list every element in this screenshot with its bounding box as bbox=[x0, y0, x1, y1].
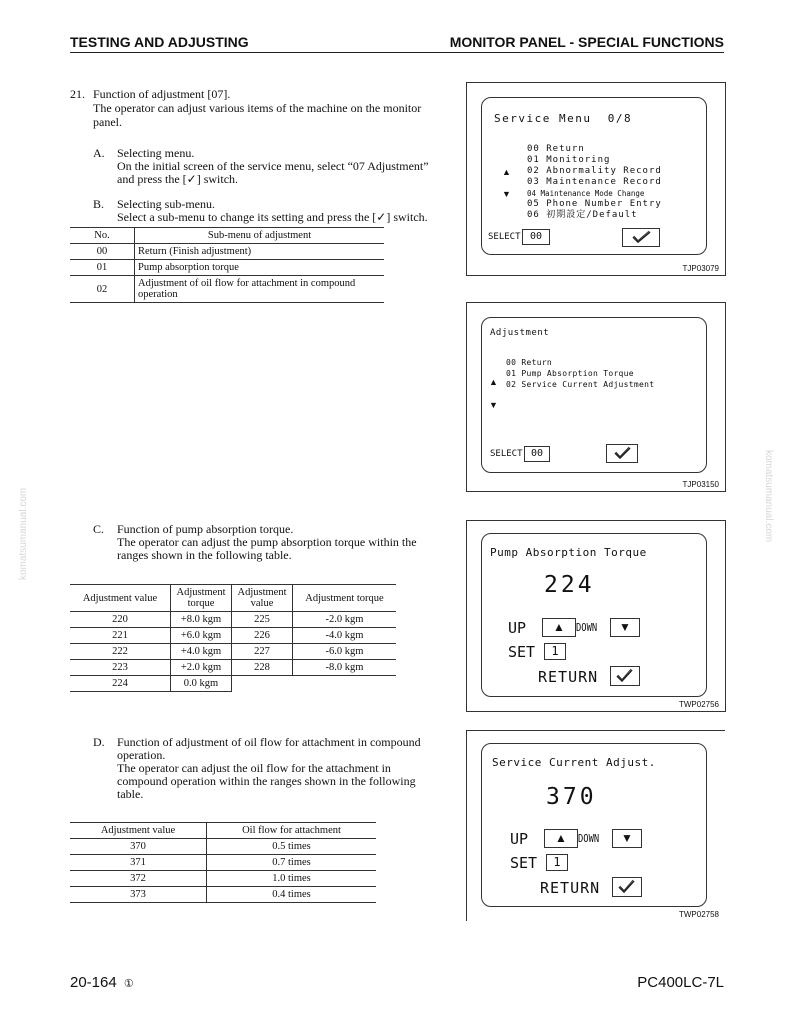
arrow-up-icon: ▲ bbox=[553, 620, 565, 634]
table-cell: 221 bbox=[70, 628, 171, 644]
submenu-table bbox=[70, 227, 384, 303]
table-header-row bbox=[70, 585, 396, 612]
service-current-title: Service Current Adjust. bbox=[492, 756, 656, 769]
table-cell bbox=[293, 676, 397, 692]
item-b-label: B. bbox=[93, 197, 105, 211]
table-cell: -2.0 kgm bbox=[293, 612, 397, 628]
service-current-screen bbox=[481, 743, 707, 907]
watermark-left: komatsumanual.com bbox=[18, 487, 29, 580]
table-row bbox=[70, 839, 376, 855]
table-row bbox=[70, 244, 384, 260]
item-c-text-line1: The operator can adjust the pump absorption torque within the bbox=[117, 535, 417, 549]
set-value-box: 1 bbox=[546, 854, 568, 871]
table-cell: 0.4 times bbox=[207, 887, 377, 903]
item-a-text-line1: On the initial screen of the service menu, select “07 Adjustment” bbox=[117, 159, 429, 173]
pump-torque-title: Pump Absorption Torque bbox=[490, 546, 647, 559]
table-cell: 373 bbox=[70, 887, 207, 903]
table-cell: 0.0 kgm bbox=[171, 676, 232, 692]
watermark-right: komatsumanual.com bbox=[763, 450, 774, 543]
menu-item: 00 Return bbox=[527, 144, 585, 154]
table-row bbox=[70, 644, 396, 660]
table-row bbox=[70, 260, 384, 276]
return-label: RETURN bbox=[540, 879, 601, 897]
figure-code: TJP03150 bbox=[682, 480, 719, 489]
item-b-title: Selecting sub-menu. bbox=[117, 197, 215, 211]
table-row bbox=[70, 612, 396, 628]
table-header: Adjustment value bbox=[70, 585, 171, 612]
table-cell: -4.0 kgm bbox=[293, 628, 397, 644]
table-cell: 00 bbox=[70, 244, 135, 260]
set-label: SET bbox=[510, 854, 538, 872]
menu-item: 04 Maintenance Mode Change bbox=[527, 189, 645, 198]
table-cell: +6.0 kgm bbox=[171, 628, 232, 644]
table-cell: 222 bbox=[70, 644, 171, 660]
check-icon bbox=[613, 878, 641, 896]
item-d-text-line1: The operator can adjust the oil flow for the attachment in bbox=[117, 761, 391, 775]
table-header: Adjustment torque bbox=[293, 585, 397, 612]
page-number: 20-164 bbox=[70, 974, 117, 991]
item-a-text-line2: and press the [✓] switch. bbox=[117, 172, 239, 186]
figure-pump-absorption-torque bbox=[466, 520, 726, 712]
table-row bbox=[70, 887, 376, 903]
up-label: UP bbox=[508, 619, 527, 637]
revision-mark: ① bbox=[123, 978, 134, 990]
figure-service-menu bbox=[466, 82, 726, 276]
select-label: SELECT bbox=[490, 449, 523, 459]
table-cell: 224 bbox=[70, 676, 171, 692]
service-menu-screen bbox=[481, 97, 707, 255]
down-button bbox=[610, 618, 640, 637]
arrow-down-icon: ▼ bbox=[619, 620, 631, 634]
table-header: Oil flow for attachment bbox=[207, 823, 377, 839]
menu-item: 02 Service Current Adjustment bbox=[506, 380, 655, 389]
arrow-up-icon: ▲ bbox=[489, 377, 498, 387]
table-cell: 01 bbox=[70, 260, 135, 276]
menu-item: 03 Maintenance Record bbox=[527, 177, 662, 187]
table-cell: 226 bbox=[232, 628, 293, 644]
header-left: TESTING AND ADJUSTING bbox=[70, 34, 249, 50]
table-header: Sub-menu of adjustment bbox=[135, 228, 385, 244]
pump-torque-value: 224 bbox=[544, 572, 595, 598]
figure-code: TWP02758 bbox=[678, 910, 719, 919]
select-label: SELECT bbox=[488, 232, 521, 242]
torque-table bbox=[70, 584, 396, 692]
table-cell: Adjustment of oil flow for attachment in compound operation bbox=[135, 276, 385, 303]
item-d-text-line2: compound operation within the ranges shown in the following bbox=[117, 774, 416, 788]
footer-model: PC400LC-7L bbox=[637, 974, 724, 991]
down-button bbox=[612, 829, 642, 848]
set-value-box: 1 bbox=[544, 643, 566, 660]
figure-service-current-adjust bbox=[466, 730, 725, 921]
check-icon bbox=[611, 667, 639, 685]
up-button bbox=[544, 829, 578, 848]
service-menu-title: Service Menu 0/8 bbox=[494, 112, 633, 125]
adjustment-list bbox=[506, 357, 654, 390]
table-cell bbox=[232, 676, 293, 692]
section-intro-line1: The operator can adjust various items of the machine on the monitor bbox=[93, 101, 422, 115]
menu-item: 02 Abnormality Record bbox=[527, 166, 662, 176]
table-header-row bbox=[70, 823, 376, 839]
menu-item: 01 Monitoring bbox=[527, 155, 611, 165]
table-cell: 02 bbox=[70, 276, 135, 303]
table-row bbox=[70, 660, 396, 676]
item-d-title-line1: Function of adjustment of oil flow for attachment in compound bbox=[117, 735, 421, 749]
item-b-text: Select a sub-menu to change its setting and press the [✓] switch. bbox=[117, 210, 428, 224]
menu-item: 06 初期設定/Default bbox=[527, 210, 638, 220]
return-label: RETURN bbox=[538, 668, 599, 686]
item-c-label: C. bbox=[93, 522, 105, 536]
table-cell: 372 bbox=[70, 871, 207, 887]
item-d-label: D. bbox=[93, 735, 105, 749]
table-cell: 220 bbox=[70, 612, 171, 628]
item-c-text-line2: ranges shown in the following table. bbox=[117, 548, 292, 562]
table-cell: Return (Finish adjustment) bbox=[135, 244, 385, 260]
footer-page bbox=[70, 974, 134, 991]
enter-switch bbox=[622, 228, 660, 247]
menu-item: 01 Pump Absorption Torque bbox=[506, 369, 634, 378]
enter-switch bbox=[606, 444, 638, 463]
table-row bbox=[70, 855, 376, 871]
table-cell: 223 bbox=[70, 660, 171, 676]
select-value-box: 00 bbox=[522, 229, 550, 245]
header-rule bbox=[70, 52, 724, 53]
table-cell: -8.0 kgm bbox=[293, 660, 397, 676]
table-cell: 225 bbox=[232, 612, 293, 628]
table-header: Adjustment torque bbox=[171, 585, 232, 612]
table-header: Adjustment value bbox=[232, 585, 293, 612]
section-intro-line2: panel. bbox=[93, 115, 122, 129]
set-label: SET bbox=[508, 643, 536, 661]
table-cell: 227 bbox=[232, 644, 293, 660]
table-cell: 228 bbox=[232, 660, 293, 676]
item-d-title-line2: operation. bbox=[117, 748, 166, 762]
adjustment-title: Adjustment bbox=[490, 328, 550, 338]
adjustment-screen bbox=[481, 317, 707, 473]
table-cell: 371 bbox=[70, 855, 207, 871]
menu-item: 00 Return bbox=[506, 358, 553, 367]
table-cell: +4.0 kgm bbox=[171, 644, 232, 660]
section-title: Function of adjustment [07]. bbox=[93, 87, 231, 101]
up-button bbox=[542, 618, 576, 637]
return-button bbox=[612, 877, 642, 897]
menu-item: 05 Phone Number Entry bbox=[527, 199, 662, 209]
arrow-down-icon: ▼ bbox=[621, 831, 633, 845]
table-row bbox=[70, 628, 396, 644]
pump-torque-screen bbox=[481, 533, 707, 697]
table-row bbox=[70, 871, 376, 887]
item-d-text-line3: table. bbox=[117, 787, 144, 801]
header-right: MONITOR PANEL - SPECIAL FUNCTIONS bbox=[449, 34, 724, 50]
item-a-label: A. bbox=[93, 146, 105, 160]
table-cell: -6.0 kgm bbox=[293, 644, 397, 660]
figure-code: TWP02756 bbox=[678, 700, 719, 709]
table-cell: Pump absorption torque bbox=[135, 260, 385, 276]
arrow-up-icon: ▲ bbox=[555, 831, 567, 845]
table-cell: 0.5 times bbox=[207, 839, 377, 855]
table-header: Adjustment value bbox=[70, 823, 207, 839]
service-menu-list bbox=[527, 144, 662, 221]
table-cell: +8.0 kgm bbox=[171, 612, 232, 628]
table-cell: 1.0 times bbox=[207, 871, 377, 887]
section-number: 21. bbox=[70, 87, 85, 101]
table-cell: 0.7 times bbox=[207, 855, 377, 871]
table-cell: +2.0 kgm bbox=[171, 660, 232, 676]
return-button bbox=[610, 666, 640, 686]
item-a-title: Selecting menu. bbox=[117, 146, 195, 160]
table-row bbox=[70, 276, 384, 303]
table-header: No. bbox=[70, 228, 135, 244]
arrow-down-icon: ▼ bbox=[502, 189, 511, 199]
item-c-title: Function of pump absorption torque. bbox=[117, 522, 294, 536]
check-icon bbox=[623, 229, 659, 246]
arrow-down-icon: ▼ bbox=[489, 400, 498, 410]
table-cell: 370 bbox=[70, 839, 207, 855]
service-current-value: 370 bbox=[546, 784, 597, 810]
arrow-up-icon: ▲ bbox=[502, 167, 511, 177]
select-value-box: 00 bbox=[524, 446, 550, 462]
table-row bbox=[70, 676, 396, 692]
figure-adjustment bbox=[466, 302, 726, 492]
check-icon bbox=[607, 445, 637, 462]
up-label: UP bbox=[510, 830, 529, 848]
down-label: DOWN bbox=[576, 621, 598, 634]
oil-flow-table bbox=[70, 822, 376, 903]
table-header-row bbox=[70, 228, 384, 244]
figure-code: TJP03079 bbox=[682, 264, 719, 273]
down-label: DOWN bbox=[578, 832, 600, 845]
